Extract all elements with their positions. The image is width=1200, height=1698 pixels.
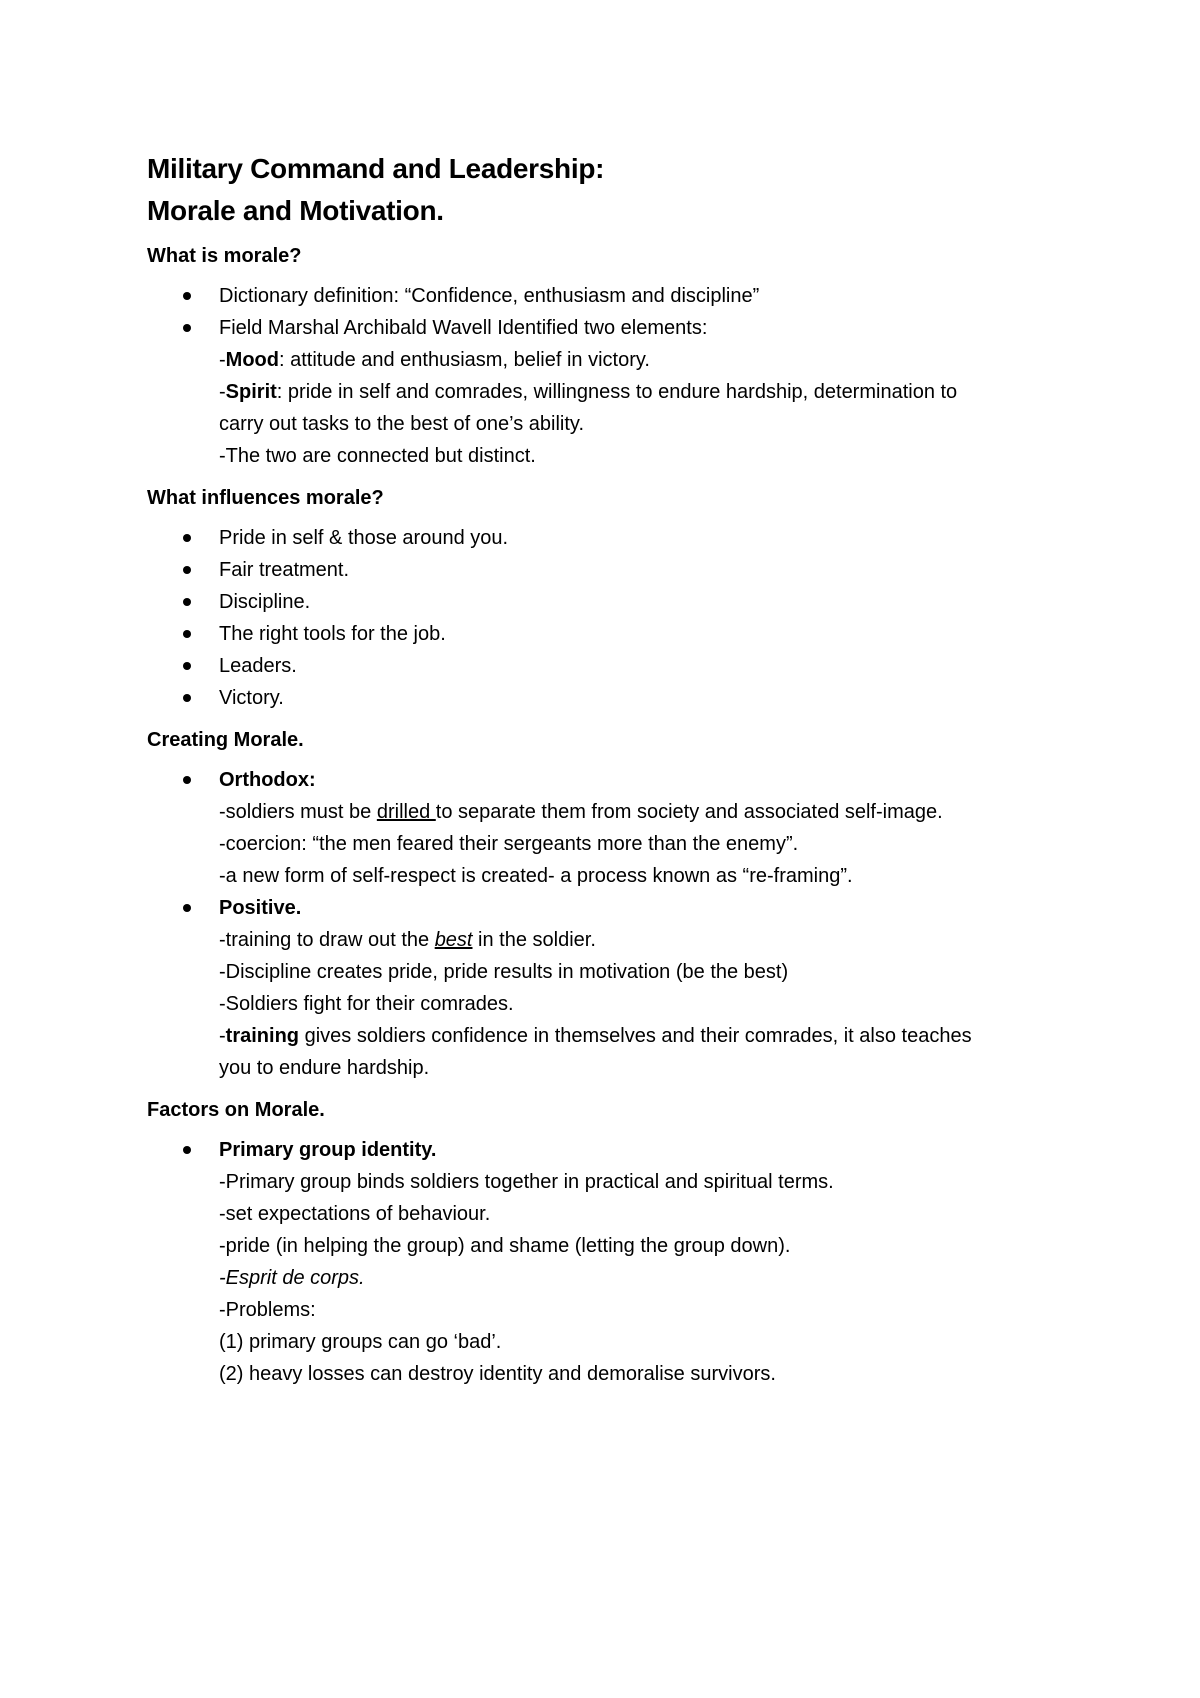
title-line-1: Military Command and Leadership: — [147, 153, 605, 184]
spirit-line-cont: carry out tasks to the best of one’s ability. — [219, 413, 584, 435]
list-item: Pride in self & those around you. — [147, 522, 1067, 554]
bullet-icon — [183, 630, 191, 638]
document-content — [147, 148, 1067, 1398]
heading-factors-on-morale: Factors on Morale. — [147, 1099, 325, 1121]
bullet-icon — [183, 694, 191, 702]
mood-line: -Mood: attitude and enthusiasm, belief in victory. — [219, 349, 650, 371]
list-item-positive: Positive. -training to draw out the best in the soldier. -Discipline creates pride, pride results in motivation (be the best) -Soldiers fight for their comrades. -training gives soldiers confidence in themselves and their comrades, it also teaches you to endure hardship. — [147, 892, 1067, 1084]
bullet-icon — [183, 776, 191, 784]
list-item: Discipline. — [147, 586, 1067, 618]
bullet-icon — [183, 566, 191, 574]
title-line-2: Morale and Motivation. — [147, 195, 444, 226]
list-what-is-morale — [147, 280, 1067, 472]
list-item: Dictionary definition: “Confidence, enthusiasm and discipline” — [147, 280, 1067, 312]
list-item: Victory. — [147, 682, 1067, 714]
list-influences — [147, 522, 1067, 714]
document-title — [147, 148, 1067, 232]
bullet-icon — [183, 534, 191, 542]
heading-what-influences-morale: What influences morale? — [147, 487, 384, 509]
heading-what-is-morale: What is morale? — [147, 245, 302, 267]
heading-creating-morale: Creating Morale. — [147, 729, 304, 751]
list-item: Fair treatment. — [147, 554, 1067, 586]
connected-line: -The two are connected but distinct. — [219, 445, 536, 467]
list-item-orthodox: Orthodox: -soldiers must be drilled to separate them from society and associated self-image. -coercion: “the men feared their sergeants more than the enemy”. -a new form of self-respect is created- a process known as “re-framing”. — [147, 764, 1067, 892]
list-creating-morale — [147, 764, 1067, 1084]
list-item: Field Marshal Archibald Wavell Identified two elements: -Mood: attitude and enthusiasm, belief in victory. -Spirit: pride in self and comrades, willingness to endure hardship, determination to carry out tasks to the best of one’s ability. -The two are connected but distinct. — [147, 312, 1067, 472]
bullet-icon — [183, 904, 191, 912]
spirit-line: -Spirit: pride in self and comrades, willingness to endure hardship, determination to — [219, 381, 958, 403]
bullet-icon — [183, 662, 191, 670]
bullet-icon — [183, 598, 191, 606]
list-item-primary-group: Primary group identity. -Primary group binds soldiers together in practical and spiritual terms. -set expectations of behaviour. -pride (in helping the group) and shame (letting the group down). -Esprit de corps. -Problems: (1) primary groups can go ‘bad’. (2) heavy losses can destroy identity and demoralise survivors. — [147, 1134, 1067, 1390]
list-item: The right tools for the job. — [147, 618, 1067, 650]
bullet-icon — [183, 292, 191, 300]
list-item: Leaders. — [147, 650, 1067, 682]
list-factors — [147, 1134, 1067, 1390]
bullet-icon — [183, 1146, 191, 1154]
bullet-icon — [183, 324, 191, 332]
